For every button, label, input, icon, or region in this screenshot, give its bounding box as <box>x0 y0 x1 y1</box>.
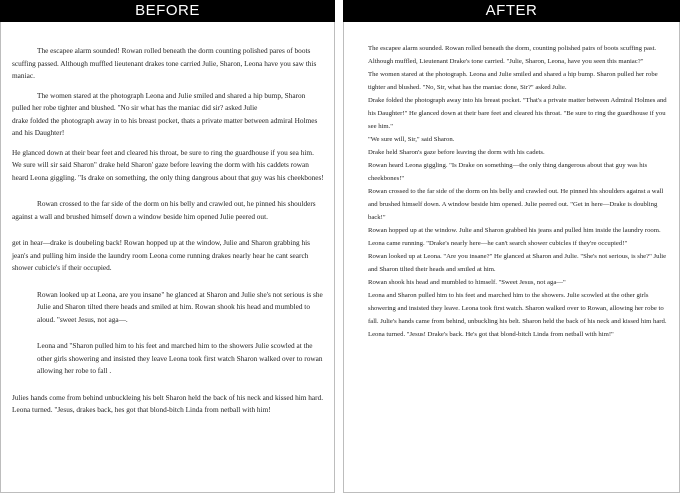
before-header: BEFORE <box>0 0 335 22</box>
before-text-body <box>1 22 334 417</box>
before-panel <box>0 0 335 493</box>
after-paragraph: Rowan heard Leona giggling. "Is Drake on something—the only thing dangerous about that guy was his cheekbones!" <box>368 162 648 182</box>
before-paragraph: The women stared at the photograph Leona and Julie smiled and shared a hip bump, Sharon pulled her robe tighter and blushed. "No sir what has the maniac did sir? asked Julie <box>12 90 306 112</box>
before-document <box>0 22 335 493</box>
before-paragraph: Rowan looked up at Leona, are you insane" he glanced at Sharon and Julie she's not serious is she Julie and Sharon tilted there heads and smiled at him. Rowan shook his head and mumbled to aloud. "sweet Jesus, not aga—. <box>37 289 323 324</box>
after-paragraph: The escapee alarm sounded. Rowan rolled beneath the dorm, counting polished pairs of boots scuffing past. Although muffled, Lieutenant Drake's tone carried. "Julie, Sharon, Leona, have you seen this maniac?" <box>368 45 657 65</box>
after-paragraph: The women stared at the photograph. Leona and Julie smiled and shared a hip bump. Sharon pulled her robe tighter and blushed. "No, Sir, what has the maniac done, Sir?" asked Julie. <box>368 71 658 91</box>
after-text-body <box>344 22 679 341</box>
before-paragraph: drake folded the photograph away in to his breast pocket, thats a private matter between admiral Holmes and his Daughter! <box>12 115 318 137</box>
after-paragraph: Rowan looked up at Leona. "Are you insane?" He glanced at Sharon and Julie. "She's not serious, is she?" Julie and Sharon tilted their heads and smiled at him. <box>368 253 667 273</box>
after-header: AFTER <box>343 0 680 22</box>
after-paragraph: Leona and Sharon pulled him to his feet and marched him to the showers. Julie scowled at the other girls showering and insisted they leave. Leona took first watch. Sharon walked over to Rowan, allowing her robe to fall. Julie's hands came from behind, unbuckling his belt. Sharon held the back of his neck and kissed him hard. Leona turned. "Jesus! Drake's back. He's got that blond-bitch Linda from netball with him!" <box>368 292 667 338</box>
after-paragraph: Drake held Sharon's gaze before leaving the dorm with his cadets. <box>368 149 545 156</box>
after-paragraph: Rowan shook his head and mumbled to himself. "Sweet Jesus, not aga—" <box>368 279 566 286</box>
before-paragraph: Rowan crossed to the far side of the dorm on his belly and crawled out, he pinned his shoulders against a wall and brushed himself down a window beside him opened Julie peered out. <box>12 199 316 221</box>
after-paragraph: Drake folded the photograph away into his breast pocket. "That's a private matter between Admiral Holmes and his Daughter!" He glanced down at their bare feet and cleared his throat. "Be sure to ring the guardhouse if you see him." <box>368 97 667 130</box>
after-paragraph: Rowan crossed to the far side of the dorm on his belly and crawled out. He pinned his shoulders against a wall and brushed himself down. A window beside him opened. Julie peered out. "Get in here—Drake is doubling back!" <box>368 188 664 221</box>
after-document <box>343 22 680 493</box>
before-paragraph: Leona and "Sharon pulled him to his feet and marched him to the showers Julie scowled at the other girls showering and insisted they leave Leona took first watch Sharon walked over to rowan allowing her robe to fall . <box>37 341 323 375</box>
before-paragraph: He glanced down at their bear feet and cleared his throat, be sure to ring the guardhouse if you sea him. We sure will sir said Sharon" drake held Sharon' gaze before leaving the dorm with his caddets rowan heard Leona giggling. "Is drake on something, the only thing dangrous about that guy was his cheekbones! <box>12 147 324 182</box>
after-panel <box>343 0 680 493</box>
after-paragraph: Rowan hopped up at the window. Julie and Sharon grabbed his jeans and pulled him inside the laundry room. Leona came running. "Drake's nearly here—he can't search shower cubicles if they're occupied!" <box>368 227 661 247</box>
before-paragraph: The escapee alarm sounded! Rowan rolled beneath the dorm counting polished pares of boots scuffing passed. Although muffled lieutenant drakes tone carried Julie, Sharon, Leona have you saw this maniac. <box>12 46 317 80</box>
before-paragraph: get in hear—drake is doubeling back! Rowan hopped up at the window, Julie and Sharon grabbing his jean's and pulling him inside the laundry room Leona come running drakes nearly hear he cant search shower cubicle's if their occupied. <box>12 238 311 272</box>
before-paragraph: Julies hands come from behind unbuckleing his belt Sharon held the back of his neck and kissed him hard. Leona turned. "Jesus, drakes back, hes got that blond-bitch Linda from netball with him! <box>12 392 324 414</box>
after-paragraph: "We sure will, Sir," said Sharon. <box>368 136 455 143</box>
